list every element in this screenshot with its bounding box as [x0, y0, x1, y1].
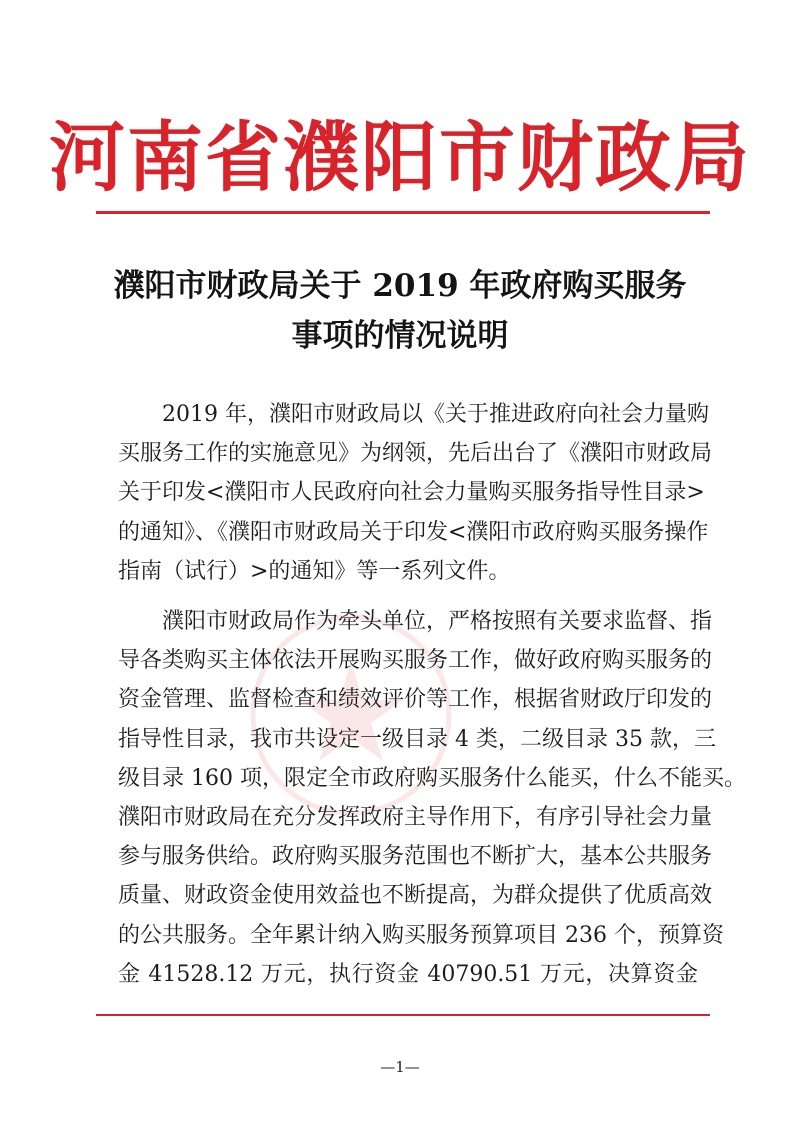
text-line: 关于印发<濮阳市人民政府向社会力量购买服务指导性目录>	[118, 480, 705, 506]
text-line: 质量、财政资金使用效益也不断提高，为群众提供了优质高效	[118, 883, 713, 909]
body-paragraph-2	[118, 602, 746, 994]
footer-red-rule	[96, 1014, 710, 1016]
page-number: —1—	[380, 1058, 420, 1076]
text-line: 资金管理、监督检查和绩效评价等工作，根据省财政厅印发的	[118, 687, 713, 713]
letterhead-red-rule	[96, 211, 710, 214]
document-title-line-1: 濮阳市财政局关于 2019 年政府购买服务	[113, 268, 687, 304]
text-line: 金 41528.12 万元，执行资金 40790.51 万元，决算资金	[118, 961, 698, 987]
text-line: 导各类购买主体依法开展购买服务工作，做好政府购买服务的	[118, 648, 713, 674]
body-paragraph-1	[118, 395, 713, 591]
text-line: 的公共服务。全年累计纳入购买服务预算项目 236 个，预算资	[118, 922, 724, 948]
text-line: 买服务工作的实施意见》为纲领，先后出台了《濮阳市财政局	[118, 441, 713, 467]
agency-letterhead-title: 河南省濮阳市财政局	[49, 113, 751, 202]
text-line: 指导性目录，我市共设定一级目录 4 类，二级目录 35 款，三	[118, 726, 716, 752]
text-line: 2019 年，濮阳市财政局以《关于推进政府向社会力量购	[118, 402, 709, 427]
text-line: 濮阳市财政局在充分发挥政府主导作用下，有序引导社会力量	[118, 804, 713, 830]
text-line: 濮阳市财政局作为牵头单位，严格按照有关要求监督、指	[118, 609, 713, 634]
text-line: 指南（试行）>的通知》等一系列文件。	[118, 558, 511, 584]
text-line: 级目录 160 项，限定全市政府购买服务什么能买，什么不能买。	[118, 765, 746, 791]
document-title-line-2: 事项的情况说明	[291, 318, 509, 354]
text-line: 参与服务供给。政府购买服务范围也不断扩大，基本公共服务	[118, 844, 713, 870]
text-line: 的通知》、《濮阳市财政局关于印发<濮阳市政府购买服务操作	[118, 519, 709, 545]
